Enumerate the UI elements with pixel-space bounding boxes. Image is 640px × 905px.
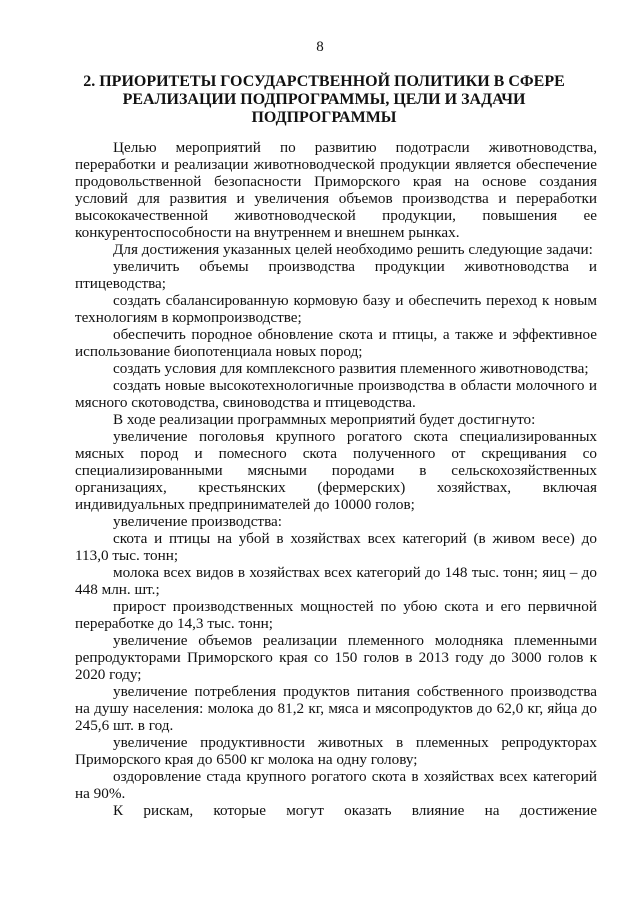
paragraph-result: увеличение потребления продуктов питания собственного производства на душу населения: молока до 81,2 кг, мяса и мясопродуктов до 62,0 кг, яйца до 245,6 шт. в год. (75, 683, 597, 734)
paragraph-task: создать условия для комплексного развития племенного животноводства; (113, 360, 589, 377)
paragraph-results-intro: В ходе реализации программных мероприятий будет достигнуто: (113, 411, 536, 428)
paragraph-task: увеличить объемы производства продукции животноводства и птицеводства; (75, 258, 597, 292)
paragraph-result: увеличение поголовья крупного рогатого скота специализированных мясных пород и помесного скота полученного от скрещивания со специализированными мясными породами в сельскохозяйственных организациях, крестьянских (фермерских) хозяйствах, включая индивидуальных предпринимателей до 10000 голов; (75, 428, 597, 513)
paragraph-result: молока всех видов в хозяйствах всех категорий до 148 тыс. тонн; яиц – до 448 млн. шт.; (75, 564, 597, 598)
paragraph-result: оздоровление стада крупного рогатого скота в хозяйствах всех категорий на 90%. (75, 768, 597, 802)
paragraph-result: увеличение объемов реализации племенного молодняка племенными репродукторами Приморского края со 150 голов в 2013 году до 3000 голов к 2020 году; (75, 632, 597, 683)
paragraph-task: обеспечить породное обновление скота и птицы, а также и эффективное использование биопотенциала новых пород; (75, 326, 597, 360)
body-text (75, 139, 597, 819)
paragraph-risks: К рискам, которые могут оказать влияние на достижение (113, 802, 597, 819)
paragraph-goal: Целью мероприятий по развитию подотрасли животноводства, переработки и реализации животноводческой продукции является обеспечение продовольственной безопасности Приморского края на основе создания условий для развития и увеличения объемов производства и переработки высококачественной животноводческой продукции, повышения ее конкурентоспособности на внутреннем и внешнем рынках. (75, 139, 597, 241)
heading-line: РЕАЛИЗАЦИИ ПОДПРОГРАММЫ, ЦЕЛИ И ЗАДАЧИ (122, 91, 526, 108)
paragraph-result: увеличение производства: (113, 513, 282, 530)
paragraph-task: создать новые высокотехнологичные производства в области молочного и мясного скотоводства, свиноводства и птицеводства. (75, 377, 597, 411)
paragraph-task: создать сбалансированную кормовую базу и обеспечить переход к новым технологиям в кормопроизводстве; (75, 292, 597, 326)
heading-line: ПОДПРОГРАММЫ (251, 109, 397, 126)
paragraph-result: прирост производственных мощностей по убою скота и его первичной переработке до 14,3 тыс. тонн; (75, 598, 597, 632)
paragraph-result: скота и птицы на убой в хозяйствах всех категорий (в живом весе) до 113,0 тыс. тонн; (75, 530, 597, 564)
page-number: 8 (316, 39, 324, 55)
heading-line: 2. ПРИОРИТЕТЫ ГОСУДАРСТВЕННОЙ ПОЛИТИКИ В СФЕРЕ (83, 73, 565, 90)
section-heading (80, 73, 568, 127)
paragraph-result: увеличение продуктивности животных в племенных репродукторах Приморского края до 6500 кг молока на одну голову; (75, 734, 597, 768)
paragraph-tasks-intro: Для достижения указанных целей необходимо решить следующие задачи: (113, 241, 593, 258)
